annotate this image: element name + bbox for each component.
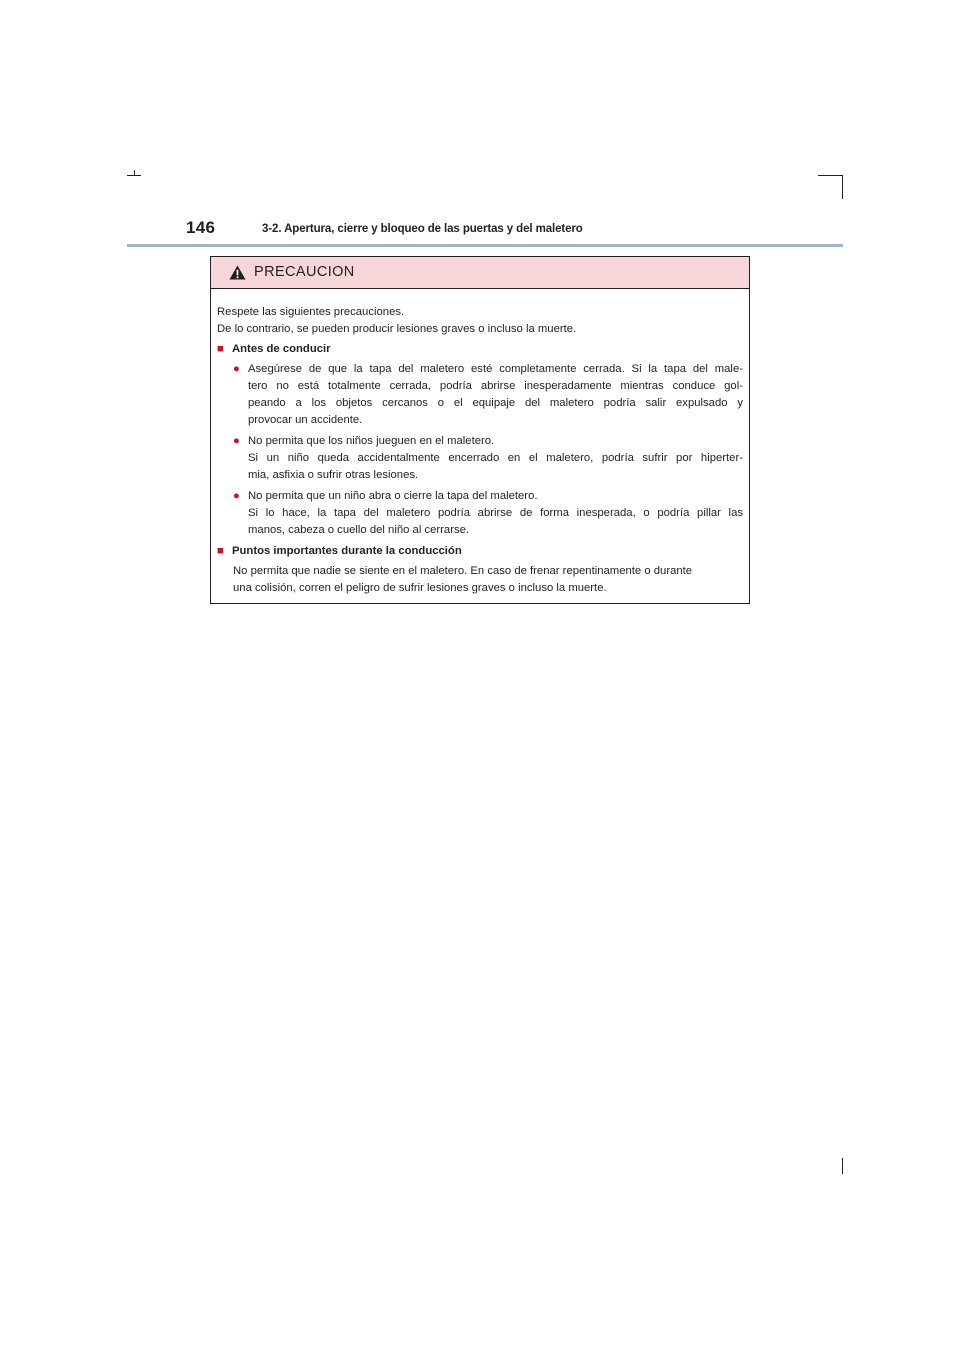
text-line: mia, asfixia o sufrir otras lesiones. [248, 469, 419, 481]
text-line: Si un niño queda accidentalmente encerrado en el maletero, podría sufrir por hiperter- [248, 452, 743, 464]
warning-body [211, 289, 749, 597]
section-paragraph [233, 563, 743, 597]
red-square-marker-icon: ■ [217, 343, 224, 355]
list-item-text [248, 361, 743, 429]
warning-triangle-icon [229, 265, 246, 280]
list-item-text [248, 488, 743, 539]
text-line: tero no está totalmente cerrada, podría abrirse inesperadamente mientras conduce gol- [248, 380, 743, 392]
header-rule [127, 244, 843, 247]
crop-mark-top-right-h [818, 175, 843, 176]
warning-heading: PRECAUCION [254, 264, 355, 280]
intro-line: Respete las siguientes precauciones. [217, 306, 405, 318]
red-circle-bullet-icon: ● [233, 490, 240, 502]
list-item-text [248, 433, 743, 484]
list-item [233, 361, 743, 429]
warning-box [210, 256, 750, 604]
list-item [233, 433, 743, 484]
text-line: Si lo hace, la tapa del maletero podría abrirse de forma inesperada, o podría pillar las [248, 507, 743, 519]
text-line: provocar un accidente. [248, 414, 363, 426]
text-line: peando a los objetos cercanos o el equipaje del maletero podría salir expulsado y [248, 397, 743, 409]
section-heading-while-driving [217, 543, 743, 560]
list-item [233, 488, 743, 539]
text-line: No permita que un niño abra o cierre la tapa del maletero. [248, 490, 538, 502]
text-line: una colisión, corren el peligro de sufrir lesiones graves o incluso la muerte. [233, 582, 607, 594]
crop-mark-top-left-v [134, 170, 135, 176]
text-line: No permita que nadie se siente en el maletero. En caso de frenar repentinamente o durante [233, 565, 693, 577]
section-title: 3-2. Apertura, cierre y bloqueo de las puertas y del maletero [262, 223, 583, 235]
text-line: Asegúrese de que la tapa del maletero esté completamente cerrada. Si la tapa del male- [248, 363, 743, 375]
text-line: No permita que los niños jueguen en el maletero. [248, 435, 495, 447]
page-number: 146 [186, 218, 216, 237]
red-circle-bullet-icon: ● [233, 363, 240, 375]
section-heading-label: Antes de conducir [232, 343, 331, 355]
section-heading-before-driving [217, 341, 743, 358]
text-line: manos, cabeza o cuello del niño al cerrarse. [248, 524, 470, 536]
warning-intro [217, 304, 743, 338]
red-circle-bullet-icon: ● [233, 435, 240, 447]
crop-mark-bottom-right-v [842, 1158, 843, 1174]
crop-mark-top-right-v [842, 175, 843, 199]
intro-line: De lo contrario, se pueden producir lesiones graves o incluso la muerte. [217, 323, 577, 335]
red-square-marker-icon: ■ [217, 545, 224, 557]
section-heading-label: Puntos importantes durante la conducción [232, 545, 462, 557]
warning-header [211, 257, 749, 289]
